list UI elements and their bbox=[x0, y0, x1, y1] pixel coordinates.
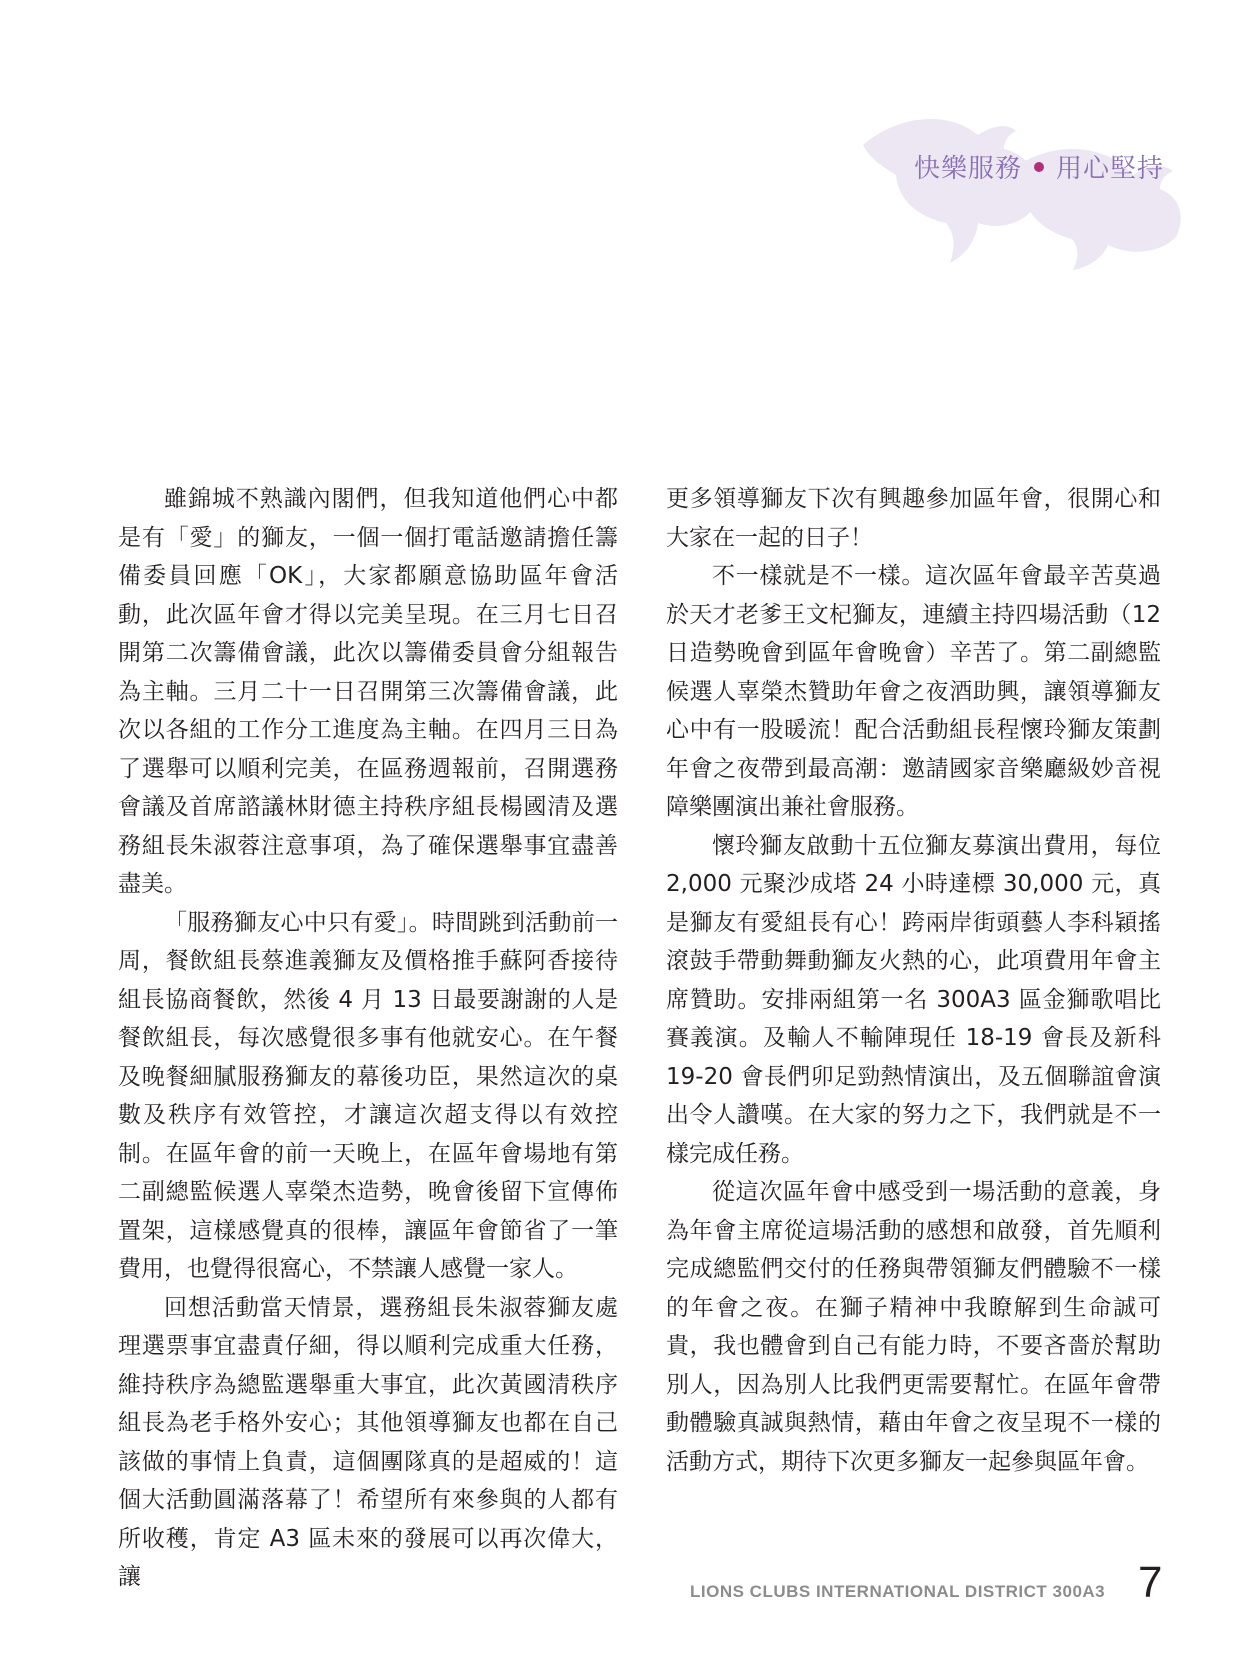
paragraph: 不一樣就是不一樣。這次區年會最辛苦莫過於天才老爹王文杞獅友，連續主持四場活動（12 日造勢晚會到區年會晚會）辛苦了。第二副總監候選人辜榮杰贊助年會之夜酒助興，讓領導獅友心中有一股暖流！配合活動組長程懷玲獅友策劃年會之夜帶到最高潮：邀請國家音樂廳級妙音視障樂團演出兼社會服務。 bbox=[666, 563, 1161, 820]
paragraph: 從這次區年會中感受到一場活動的意義，身為年會主席從這場活動的感想和啟發，首先順利完成總監們交付的任務與帶領獅友們體驗不一樣的年會之夜。在獅子精神中我瞭解到生命誠可貴，我也體會到自己有能力時，不要吝嗇於幫助別人，因為別人比我們更需要幫忙。在區年會帶動體驗真誠與熱情，藉由年會之夜呈現不一樣的活動方式，期待下次更多獅友一起參與區年會。 bbox=[666, 1179, 1161, 1475]
article-left-column bbox=[118, 480, 618, 1597]
paragraph: 雖錦城不熟識內閣們，但我知道他們心中都是有「愛」的獅友，一個一個打電話邀請擔任籌備委員回應「OK」，大家都願意協助區年會活動，此次區年會才得以完美呈現。在三月七日召開第二次籌備會議，此次以籌備委員會分組報告為主軸。三月二十一日召開第三次籌備會議，此次以各組的工作分工進度為主軸。在四月三日為了選舉可以順利完美，在區務週報前，召開選務會議及首席諮議林財德主持秩序組長楊國清及選務組長朱淑蓉注意事項，為了確保選舉事宜盡善盡美。 bbox=[118, 486, 618, 897]
dove-icon bbox=[858, 105, 1188, 270]
paragraph: 「服務獅友心中只有愛」。時間跳到活動前一周，餐飲組長蔡進義獅友及價格推手蘇阿香接待組長協商餐飲，然後 4 月 13 日最要謝謝的人是餐飲組長，每次感覺很多事有他就安心。在午餐及晚餐細膩服務獅友的幕後功臣，果然這次的桌數及秩序有效管控，才讓這次超支得以有效控制。在區年會的前一天晚上，在區年會場地有第二副總監候選人辜榮杰造勢，晚會後留下宣傳佈置架，這樣感覺真的很棒，讓區年會節省了一筆費用，也覺得很窩心，不禁讓人感覺一家人。 bbox=[118, 909, 618, 1282]
article-right-column bbox=[666, 480, 1161, 1481]
paragraph: 回想活動當天情景，選務組長朱淑蓉獅友處理選票事宜盡責仔細，得以順利完成重大任務，維持秩序為總監選舉重大事宜，此次黃國清秩序組長為老手格外安心；其他領導獅友也都在自己該做的事情上負責，這個團隊真的是超威的！這個大活動圓滿落幕了！希望所有來參與的人都有所收穫，肯定 A3 區未來的發展可以再次偉大，讓 bbox=[118, 1294, 618, 1590]
header-tagline bbox=[914, 148, 1164, 185]
tagline-part-2: 用心堅持 bbox=[1055, 154, 1164, 184]
footer-organization: LIONS CLUBS INTERNATIONAL DISTRICT 300A3 bbox=[690, 1582, 1106, 1601]
tagline-part-1: 快樂服務 bbox=[913, 154, 1022, 184]
paragraph-continuation: 更多領導獅友下次有興趣參加區年會，很開心和大家在一起的日子！ bbox=[666, 486, 1161, 551]
bullet-dot-icon bbox=[1034, 162, 1044, 172]
paragraph: 懷玲獅友啟動十五位獅友募演出費用，每位 2,000 元聚沙成塔 24 小時達標 30,000 元，真是獅友有愛組長有心！跨兩岸街頭藝人李科穎搖滾鼓手帶動舞動獅友火熱的心，此項費用年會主席贊助。安排兩組第一名 300A3 區金獅歌唱比賽義演。及輸人不輸陣現任 18-19 會長及新科 19-20 會長們卯足勁熱情演出，及五個聯誼會演出令人讚嘆。在大家的努力之下，我們就是不一樣完成任務。 bbox=[666, 832, 1161, 1167]
page-number: 7 bbox=[1138, 1558, 1163, 1607]
